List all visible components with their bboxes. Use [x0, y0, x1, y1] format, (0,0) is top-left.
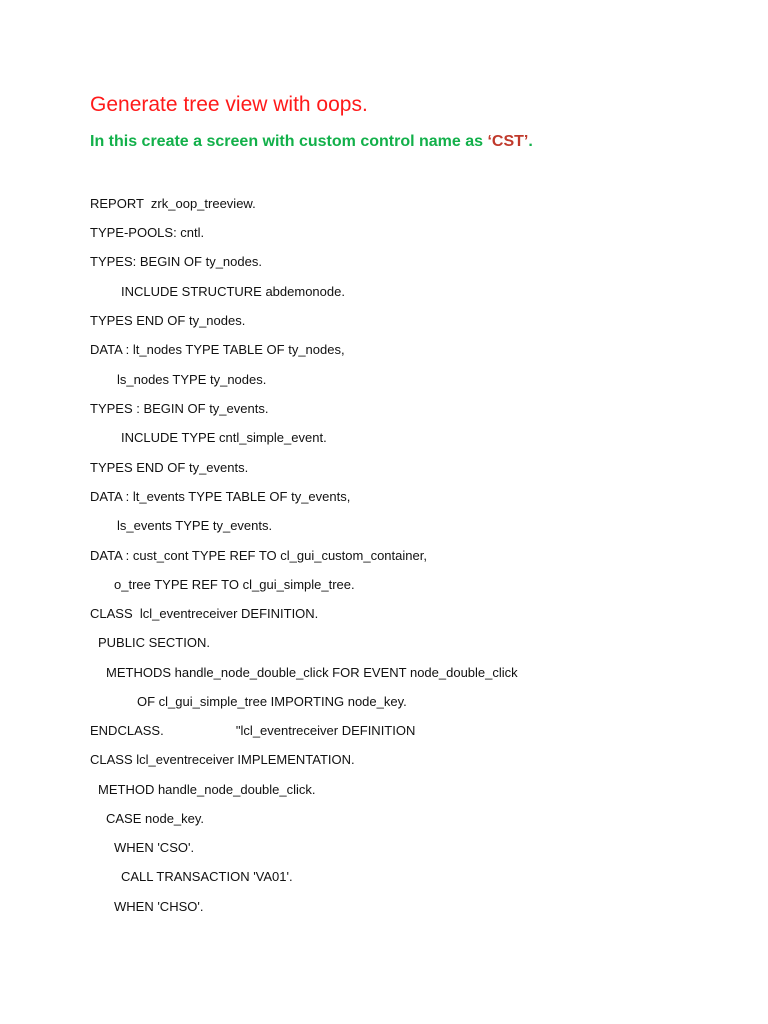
code-line: METHODS handle_node_double_click FOR EVENT node_double_click [106, 665, 518, 680]
code-line: REPORT zrk_oop_treeview. [90, 196, 256, 211]
code-line: ls_nodes TYPE ty_nodes. [117, 372, 267, 387]
code-line: TYPES END OF ty_events. [90, 460, 249, 475]
subtitle-highlight: ‘CST’ [487, 133, 529, 150]
code-line: OF cl_gui_simple_tree IMPORTING node_key. [137, 694, 407, 709]
code-line: TYPES END OF ty_nodes. [90, 313, 246, 328]
code-line: TYPE-POOLS: cntl. [90, 225, 205, 240]
code-line: CLASS lcl_eventreceiver IMPLEMENTATION. [90, 752, 355, 767]
code-line: o_tree TYPE REF TO cl_gui_simple_tree. [114, 577, 355, 592]
code-line: DATA : lt_nodes TYPE TABLE OF ty_nodes, [90, 342, 345, 357]
code-line: WHEN 'CHSO'. [114, 899, 204, 914]
code-line: CASE node_key. [106, 811, 205, 826]
code-line: TYPES : BEGIN OF ty_events. [90, 401, 269, 416]
document-title: Generate tree view with oops. [90, 93, 368, 116]
code-line: WHEN 'CSO'. [114, 840, 195, 855]
code-line: INCLUDE STRUCTURE abdemonode. [121, 284, 345, 299]
code-line: DATA : lt_events TYPE TABLE OF ty_events, [90, 489, 351, 504]
code-line: ls_events TYPE ty_events. [117, 518, 273, 533]
code-line: CLASS lcl_eventreceiver DEFINITION. [90, 606, 319, 621]
code-line: METHOD handle_node_double_click. [98, 782, 316, 797]
code-line: INCLUDE TYPE cntl_simple_event. [121, 430, 327, 445]
subtitle-text: In this create a screen with custom control name as [90, 133, 488, 150]
code-line: CALL TRANSACTION 'VA01'. [121, 869, 293, 884]
code-line: TYPES: BEGIN OF ty_nodes. [90, 254, 262, 269]
subtitle-end: . [528, 133, 533, 150]
code-line: ENDCLASS. "lcl_eventreceiver DEFINITION [90, 723, 416, 738]
code-line: DATA : cust_cont TYPE REF TO cl_gui_custom_container, [90, 548, 427, 563]
code-line: PUBLIC SECTION. [98, 635, 210, 650]
document-subtitle [90, 133, 533, 151]
